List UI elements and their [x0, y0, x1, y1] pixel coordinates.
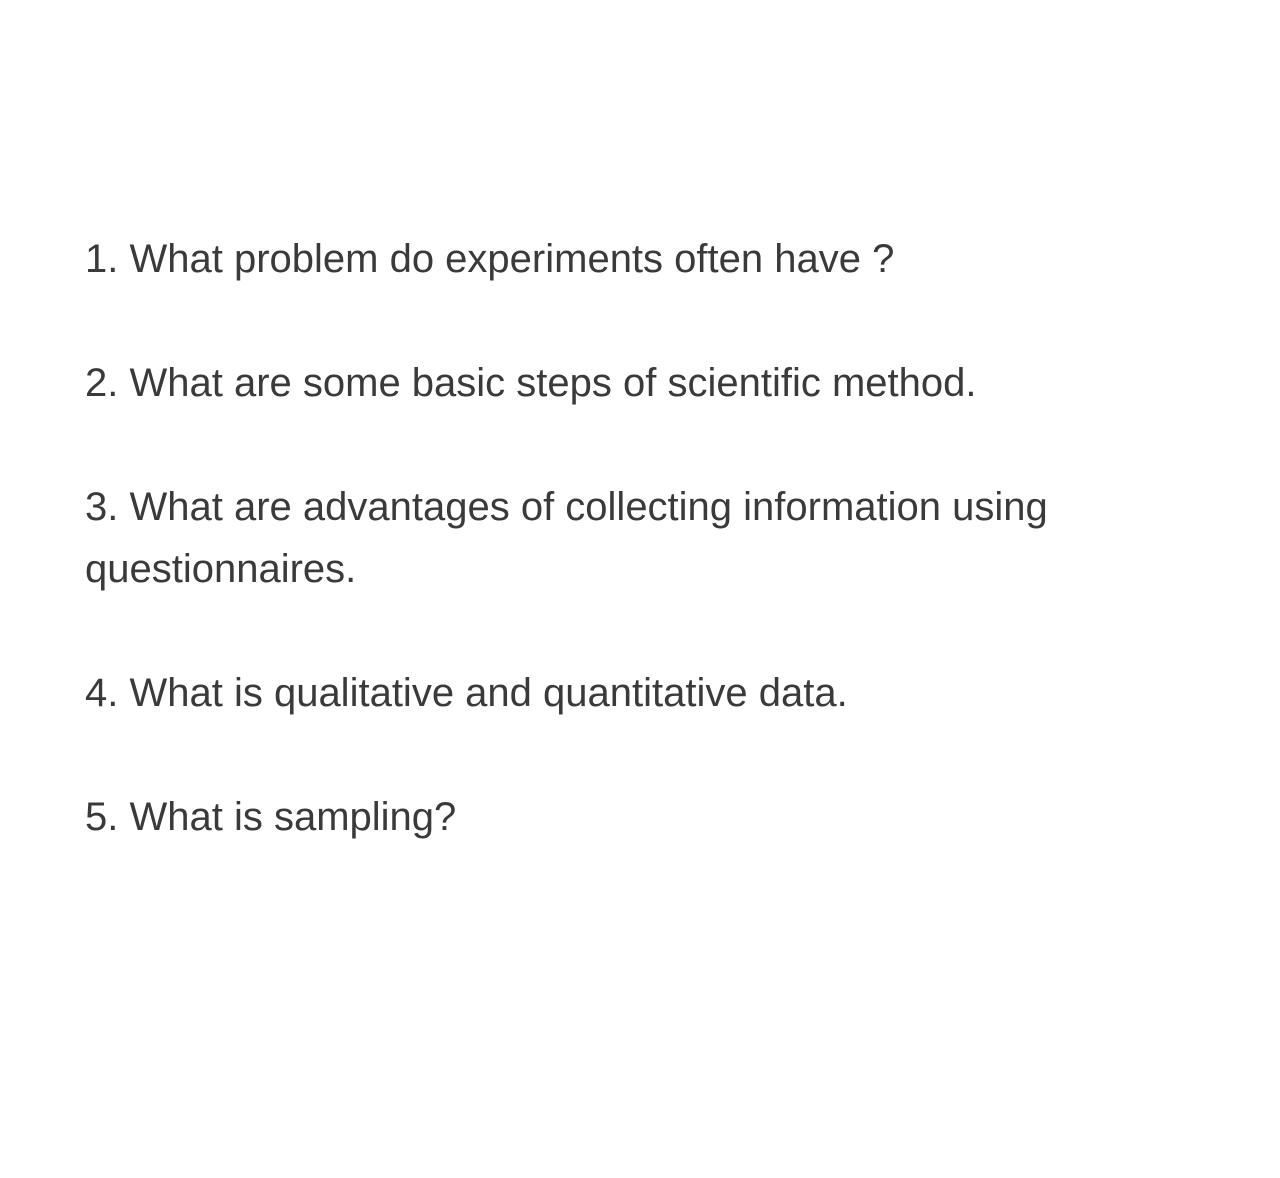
question-2: 2. What are some basic steps of scientific method. [85, 361, 977, 405]
note-body [85, 228, 1205, 848]
question-4: 4. What is qualitative and quantitative data. [85, 671, 848, 715]
question-3: 3. What are advantages of collecting information using questionnaires. [85, 485, 1048, 591]
question-5: 5. What is sampling? [85, 795, 457, 839]
question-1: 1. What problem do experiments often have ? [85, 237, 895, 281]
